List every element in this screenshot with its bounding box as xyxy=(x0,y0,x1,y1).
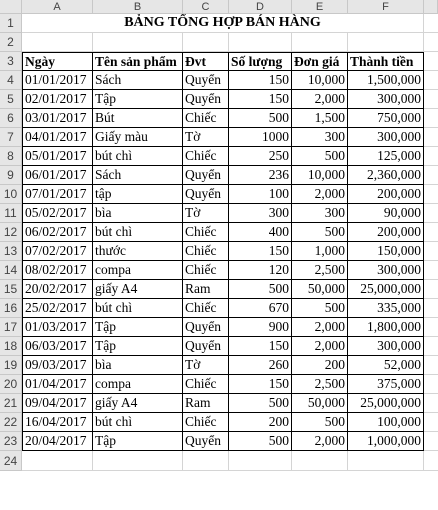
overflow-cell xyxy=(424,280,438,299)
cell-product[interactable]: bút chì xyxy=(93,147,183,166)
cell-total[interactable]: 1,500,000 xyxy=(348,71,424,90)
cell-date[interactable]: 03/01/2017 xyxy=(22,109,93,128)
overflow-cell xyxy=(424,90,438,109)
header-date[interactable]: Ngày xyxy=(22,52,93,71)
cell-unit[interactable]: Chiếc xyxy=(183,261,229,280)
cell-product[interactable]: bìa xyxy=(93,204,183,223)
cell-product[interactable]: giấy A4 xyxy=(93,394,183,413)
cell-date[interactable]: 09/03/2017 xyxy=(22,356,93,375)
cell-qty[interactable]: 150 xyxy=(229,337,292,356)
row-header-17[interactable]: 17 xyxy=(0,318,22,337)
cell-date[interactable]: 08/02/2017 xyxy=(22,261,93,280)
row-header-7[interactable]: 7 xyxy=(0,128,22,147)
cell-price[interactable]: 2,500 xyxy=(292,261,348,280)
cell-total[interactable]: 25,000,000 xyxy=(348,394,424,413)
overflow-cell xyxy=(424,128,438,147)
cell-qty[interactable]: 150 xyxy=(229,71,292,90)
row-header-4[interactable]: 4 xyxy=(0,71,22,90)
cell-total[interactable]: 125,000 xyxy=(348,147,424,166)
overflow-cell xyxy=(424,356,438,375)
cell-total[interactable]: 150,000 xyxy=(348,242,424,261)
column-header-overflow xyxy=(424,0,438,14)
cell-unit[interactable]: Chiếc xyxy=(183,413,229,432)
cell-price[interactable]: 500 xyxy=(292,413,348,432)
cell-unit[interactable]: Quyển xyxy=(183,337,229,356)
column-header-d[interactable]: D xyxy=(229,0,292,14)
row-header-22[interactable]: 22 xyxy=(0,413,22,432)
cell-unit[interactable]: Quyển xyxy=(183,318,229,337)
cell-product[interactable]: compa xyxy=(93,375,183,394)
cell-price[interactable]: 500 xyxy=(292,299,348,318)
cell-product[interactable]: Sách xyxy=(93,71,183,90)
overflow-cell xyxy=(424,14,438,33)
cell-date[interactable]: 06/03/2017 xyxy=(22,337,93,356)
cell-qty[interactable]: 250 xyxy=(229,147,292,166)
row-header-10[interactable]: 10 xyxy=(0,185,22,204)
cell-total[interactable]: 1,000,000 xyxy=(348,432,424,451)
cell[interactable] xyxy=(292,451,348,471)
cell-qty[interactable]: 200 xyxy=(229,413,292,432)
cell-date[interactable]: 01/04/2017 xyxy=(22,375,93,394)
select-all-corner[interactable] xyxy=(0,0,22,14)
overflow-cell xyxy=(424,242,438,261)
cell-total[interactable]: 200,000 xyxy=(348,185,424,204)
cell-unit[interactable]: Chiếc xyxy=(183,223,229,242)
row-header-6[interactable]: 6 xyxy=(0,109,22,128)
cell-date[interactable]: 20/02/2017 xyxy=(22,280,93,299)
cell-unit[interactable]: Chiếc xyxy=(183,109,229,128)
column-header-c[interactable]: C xyxy=(183,0,229,14)
cell-product[interactable]: Tập xyxy=(93,318,183,337)
cell-qty[interactable]: 500 xyxy=(229,432,292,451)
header-total[interactable]: Thành tiền xyxy=(348,52,424,71)
cell-total[interactable]: 1,800,000 xyxy=(348,318,424,337)
cell[interactable] xyxy=(348,451,424,471)
row-header-20[interactable]: 20 xyxy=(0,375,22,394)
column-header-e[interactable]: E xyxy=(292,0,348,14)
cell-date[interactable]: 04/01/2017 xyxy=(22,128,93,147)
row-header-19[interactable]: 19 xyxy=(0,356,22,375)
cell[interactable] xyxy=(229,33,292,52)
row-header-15[interactable]: 15 xyxy=(0,280,22,299)
cell-unit[interactable]: Ram xyxy=(183,394,229,413)
cell-qty[interactable]: 260 xyxy=(229,356,292,375)
cell-unit[interactable]: Chiếc xyxy=(183,375,229,394)
cell-total[interactable]: 300,000 xyxy=(348,261,424,280)
header-qty[interactable]: Số lượng xyxy=(229,52,292,71)
cell-total[interactable]: 335,000 xyxy=(348,299,424,318)
cell-product[interactable]: bút chì xyxy=(93,413,183,432)
overflow-cell xyxy=(424,299,438,318)
cell-product[interactable]: Tập xyxy=(93,432,183,451)
row-header-14[interactable]: 14 xyxy=(0,261,22,280)
overflow-cell xyxy=(424,71,438,90)
overflow-cell xyxy=(424,375,438,394)
cell-price[interactable]: 2,000 xyxy=(292,185,348,204)
cell-total[interactable]: 750,000 xyxy=(348,109,424,128)
cell-unit[interactable]: Chiếc xyxy=(183,147,229,166)
cell-date[interactable]: 09/04/2017 xyxy=(22,394,93,413)
row-header-1[interactable]: 1 xyxy=(0,14,22,33)
cell-unit[interactable]: Quyển xyxy=(183,432,229,451)
cell-product[interactable]: bút chì xyxy=(93,299,183,318)
column-header-b[interactable]: B xyxy=(93,0,183,14)
cell-qty[interactable]: 400 xyxy=(229,223,292,242)
cell[interactable] xyxy=(93,33,183,52)
overflow-cell xyxy=(424,451,438,471)
cell-date[interactable]: 02/01/2017 xyxy=(22,90,93,109)
cell-price[interactable]: 50,000 xyxy=(292,280,348,299)
cell[interactable] xyxy=(229,451,292,471)
overflow-cell xyxy=(424,185,438,204)
row-header-3[interactable]: 3 xyxy=(0,52,22,71)
cell[interactable] xyxy=(22,451,93,471)
overflow-cell xyxy=(424,337,438,356)
cell-date[interactable]: 07/02/2017 xyxy=(22,242,93,261)
cell-product[interactable]: Sách xyxy=(93,166,183,185)
cell-product[interactable]: bút chì xyxy=(93,223,183,242)
cell-date[interactable]: 01/01/2017 xyxy=(22,71,93,90)
cell-total[interactable]: 25,000,000 xyxy=(348,280,424,299)
cell-total[interactable]: 375,000 xyxy=(348,375,424,394)
cell-qty[interactable]: 300 xyxy=(229,204,292,223)
cell-date[interactable]: 25/02/2017 xyxy=(22,299,93,318)
cell-product[interactable]: Tập xyxy=(93,90,183,109)
overflow-cell xyxy=(424,394,438,413)
overflow-cell xyxy=(424,33,438,52)
cell-unit[interactable]: Ram xyxy=(183,280,229,299)
cell-qty[interactable]: 1000 xyxy=(229,128,292,147)
row-header-13[interactable]: 13 xyxy=(0,242,22,261)
cell-price[interactable]: 1,000 xyxy=(292,242,348,261)
cell-price[interactable]: 2,000 xyxy=(292,90,348,109)
overflow-cell xyxy=(424,52,438,71)
row-header-18[interactable]: 18 xyxy=(0,337,22,356)
cell-price[interactable]: 200 xyxy=(292,356,348,375)
cell-unit[interactable]: Quyển xyxy=(183,71,229,90)
cell-date[interactable]: 06/02/2017 xyxy=(22,223,93,242)
cell-unit[interactable]: Tờ xyxy=(183,356,229,375)
cell-unit[interactable]: Quyển xyxy=(183,185,229,204)
overflow-cell xyxy=(424,204,438,223)
row-header-8[interactable]: 8 xyxy=(0,147,22,166)
cell-unit[interactable]: Chiếc xyxy=(183,242,229,261)
row-header-24[interactable]: 24 xyxy=(0,451,22,471)
row-header-23[interactable]: 23 xyxy=(0,432,22,451)
overflow-cell xyxy=(424,413,438,432)
row-header-21[interactable]: 21 xyxy=(0,394,22,413)
cell-unit[interactable]: Tờ xyxy=(183,128,229,147)
cell-price[interactable]: 10,000 xyxy=(292,71,348,90)
overflow-cell xyxy=(424,109,438,128)
cell-date[interactable]: 05/02/2017 xyxy=(22,204,93,223)
header-price[interactable]: Đơn giá xyxy=(292,52,348,71)
overflow-cell xyxy=(424,166,438,185)
cell-price[interactable]: 2,000 xyxy=(292,432,348,451)
cell-price[interactable]: 500 xyxy=(292,223,348,242)
row-header-12[interactable]: 12 xyxy=(0,223,22,242)
cell-price[interactable]: 300 xyxy=(292,204,348,223)
cell-date[interactable]: 05/01/2017 xyxy=(22,147,93,166)
cell-product[interactable]: tập xyxy=(93,185,183,204)
row-header-2[interactable]: 2 xyxy=(0,33,22,52)
cell-qty[interactable]: 236 xyxy=(229,166,292,185)
column-header-f[interactable]: F xyxy=(348,0,424,14)
cell-price[interactable]: 2,000 xyxy=(292,318,348,337)
cell-qty[interactable]: 120 xyxy=(229,261,292,280)
cell-price[interactable]: 2,000 xyxy=(292,337,348,356)
cell-product[interactable]: Tập xyxy=(93,337,183,356)
cell[interactable] xyxy=(183,33,229,52)
cell-product[interactable]: Bút xyxy=(93,109,183,128)
cell-date[interactable]: 01/03/2017 xyxy=(22,318,93,337)
cell-price[interactable]: 10,000 xyxy=(292,166,348,185)
cell-unit[interactable]: Quyển xyxy=(183,166,229,185)
cell-qty[interactable]: 500 xyxy=(229,280,292,299)
row-header-9[interactable]: 9 xyxy=(0,166,22,185)
cell-qty[interactable]: 150 xyxy=(229,375,292,394)
cell-price[interactable]: 50,000 xyxy=(292,394,348,413)
cell-total[interactable]: 300,000 xyxy=(348,337,424,356)
cell-date[interactable]: 07/01/2017 xyxy=(22,185,93,204)
sheet-title[interactable]: BẢNG TỔNG HỢP BÁN HÀNG xyxy=(22,14,424,33)
cell[interactable] xyxy=(93,451,183,471)
cell[interactable] xyxy=(22,33,93,52)
cell[interactable] xyxy=(348,33,424,52)
cell-unit[interactable]: Chiếc xyxy=(183,299,229,318)
cell-qty[interactable]: 500 xyxy=(229,109,292,128)
cell-product[interactable]: compa xyxy=(93,261,183,280)
cell-total[interactable]: 300,000 xyxy=(348,128,424,147)
overflow-cell xyxy=(424,432,438,451)
cell-product[interactable]: thước xyxy=(93,242,183,261)
cell-total[interactable]: 300,000 xyxy=(348,90,424,109)
header-product[interactable]: Tên sản phẩm xyxy=(93,52,183,71)
cell-qty[interactable]: 150 xyxy=(229,242,292,261)
cell-price[interactable]: 1,500 xyxy=(292,109,348,128)
cell-product[interactable]: Giấy màu xyxy=(93,128,183,147)
cell-total[interactable]: 100,000 xyxy=(348,413,424,432)
row-header-5[interactable]: 5 xyxy=(0,90,22,109)
cell-product[interactable]: giấy A4 xyxy=(93,280,183,299)
overflow-cell xyxy=(424,261,438,280)
cell[interactable] xyxy=(183,451,229,471)
cell-qty[interactable]: 900 xyxy=(229,318,292,337)
cell-qty[interactable]: 150 xyxy=(229,90,292,109)
row-header-16[interactable]: 16 xyxy=(0,299,22,318)
overflow-cell xyxy=(424,318,438,337)
cell-product[interactable]: bìa xyxy=(93,356,183,375)
cell-date[interactable]: 20/04/2017 xyxy=(22,432,93,451)
column-header-a[interactable]: A xyxy=(22,0,93,14)
cell-qty[interactable]: 100 xyxy=(229,185,292,204)
cell-total[interactable]: 90,000 xyxy=(348,204,424,223)
cell-total[interactable]: 2,360,000 xyxy=(348,166,424,185)
cell-unit[interactable]: Quyển xyxy=(183,90,229,109)
cell[interactable] xyxy=(292,33,348,52)
row-header-11[interactable]: 11 xyxy=(0,204,22,223)
cell-date[interactable]: 16/04/2017 xyxy=(22,413,93,432)
header-unit[interactable]: Đvt xyxy=(183,52,229,71)
cell-qty[interactable]: 500 xyxy=(229,394,292,413)
cell-total[interactable]: 52,000 xyxy=(348,356,424,375)
cell-qty[interactable]: 670 xyxy=(229,299,292,318)
cell-price[interactable]: 300 xyxy=(292,128,348,147)
cell-date[interactable]: 06/01/2017 xyxy=(22,166,93,185)
cell-unit[interactable]: Tờ xyxy=(183,204,229,223)
cell-price[interactable]: 500 xyxy=(292,147,348,166)
cell-price[interactable]: 2,500 xyxy=(292,375,348,394)
overflow-cell xyxy=(424,147,438,166)
overflow-cell xyxy=(424,223,438,242)
cell-total[interactable]: 200,000 xyxy=(348,223,424,242)
